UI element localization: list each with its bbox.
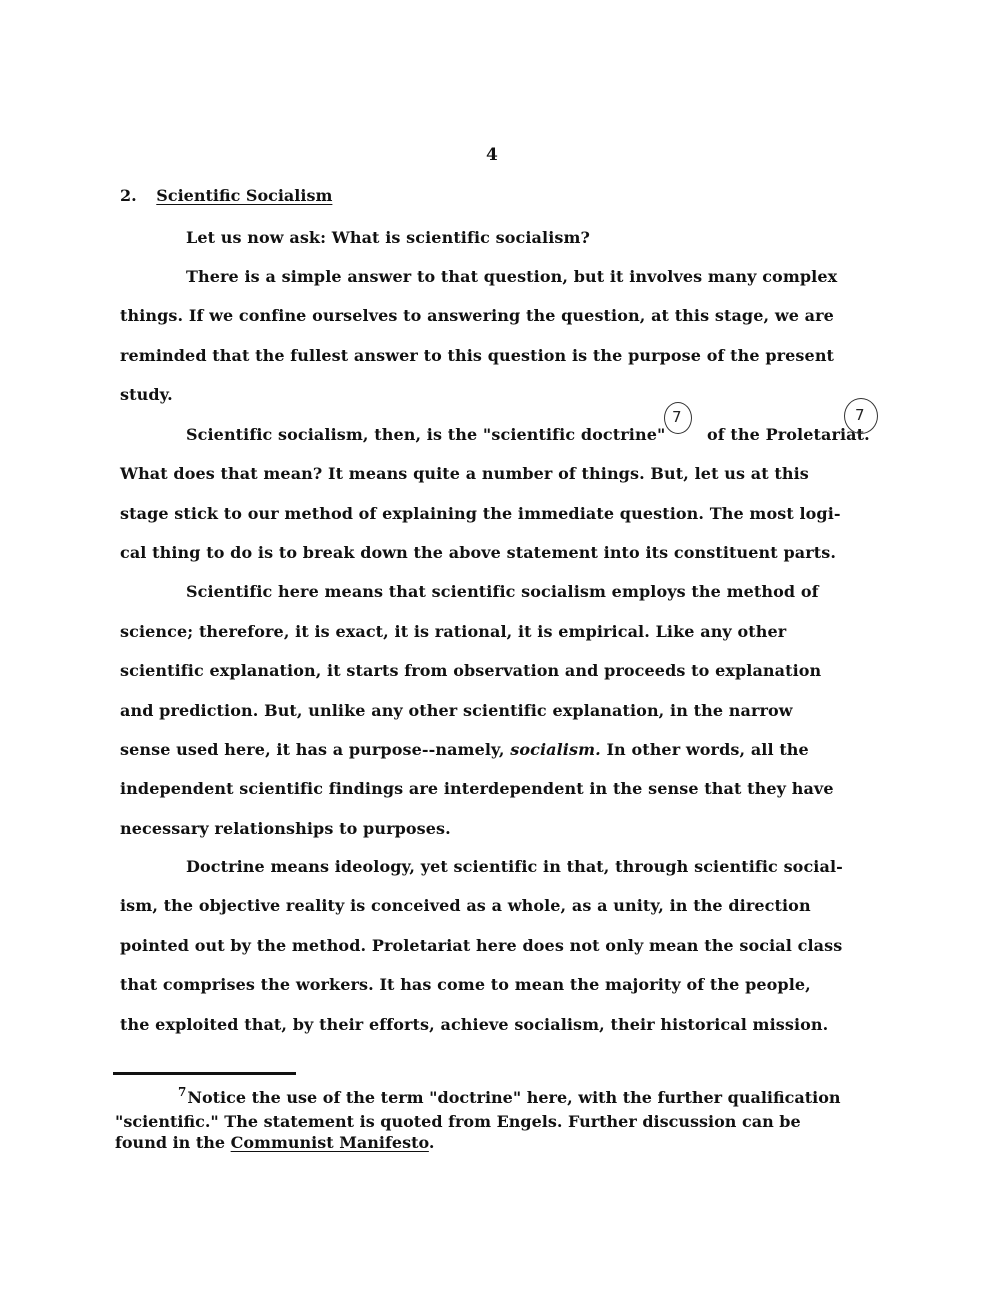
section-number: 2. <box>120 186 137 205</box>
footnote-text: . <box>428 1133 435 1152</box>
body-line: that comprises the workers. It has come to mean the majority of the people, <box>120 975 811 994</box>
footnote-marker: 7 <box>178 1085 187 1099</box>
body-line: stage stick to our method of explaining the immediate question. The most logi- <box>120 504 841 523</box>
footnote-text: Notice the use of the term "doctrine" here, with the further qualification <box>187 1088 841 1107</box>
handwritten-mark: 7 <box>855 406 865 424</box>
page-number: 4 <box>486 145 498 165</box>
body-line: and prediction. But, unlike any other scientific explanation, in the narrow <box>120 701 793 720</box>
footnote-book-title: Communist Manifesto <box>230 1133 429 1152</box>
body-text: In other words, all the <box>600 740 809 759</box>
footnote-line <box>115 1133 434 1152</box>
body-line: things. If we confine ourselves to answering the question, at this stage, we are <box>120 306 834 325</box>
footnote-text: found in the <box>115 1133 231 1152</box>
body-line: Scientific here means that scientific socialism employs the method of <box>186 582 819 601</box>
body-line: cal thing to do is to break down the above statement into its constituent parts. <box>120 543 837 562</box>
body-line: ism, the objective reality is conceived as a whole, as a unity, in the direction <box>120 896 811 915</box>
footnote-line: "scientific." The statement is quoted from Engels. Further discussion can be <box>115 1112 801 1131</box>
body-line: scientific explanation, it starts from observation and proceeds to explanation <box>120 661 822 680</box>
body-line: science; therefore, it is exact, it is rational, it is empirical. Like any other <box>120 622 787 641</box>
body-line: Scientific socialism, then, is the "scientific doctrine" <box>186 425 666 444</box>
body-line: pointed out by the method. Proletariat here does not only mean the social class <box>120 936 843 955</box>
body-line <box>120 740 809 759</box>
body-line: independent scientific findings are interdependent in the sense that they have <box>120 779 834 798</box>
section-heading <box>120 186 332 205</box>
footnote-divider <box>113 1072 296 1075</box>
footnote-line <box>178 1085 841 1107</box>
section-title: Scientific Socialism <box>156 186 333 205</box>
body-line: of the Proletariat. <box>707 425 870 444</box>
body-line: study. <box>120 385 173 404</box>
body-line: reminded that the fullest answer to this question is the purpose of the present <box>120 346 835 365</box>
body-text: sense used here, it has a purpose--namely, <box>120 740 511 759</box>
body-line: the exploited that, by their efforts, achieve socialism, their historical mission. <box>120 1015 829 1034</box>
body-line: There is a simple answer to that question, but it involves many complex <box>186 267 838 286</box>
emphasized-word: socialism. <box>510 740 601 759</box>
handwritten-mark: 7 <box>672 408 682 426</box>
body-line: Doctrine means ideology, yet scientific in that, through scientific social- <box>186 857 843 876</box>
body-line: necessary relationships to purposes. <box>120 819 451 838</box>
body-line: What does that mean? It means quite a number of things. But, let us at this <box>120 464 809 483</box>
body-line: Let us now ask: What is scientific socialism? <box>186 228 590 247</box>
